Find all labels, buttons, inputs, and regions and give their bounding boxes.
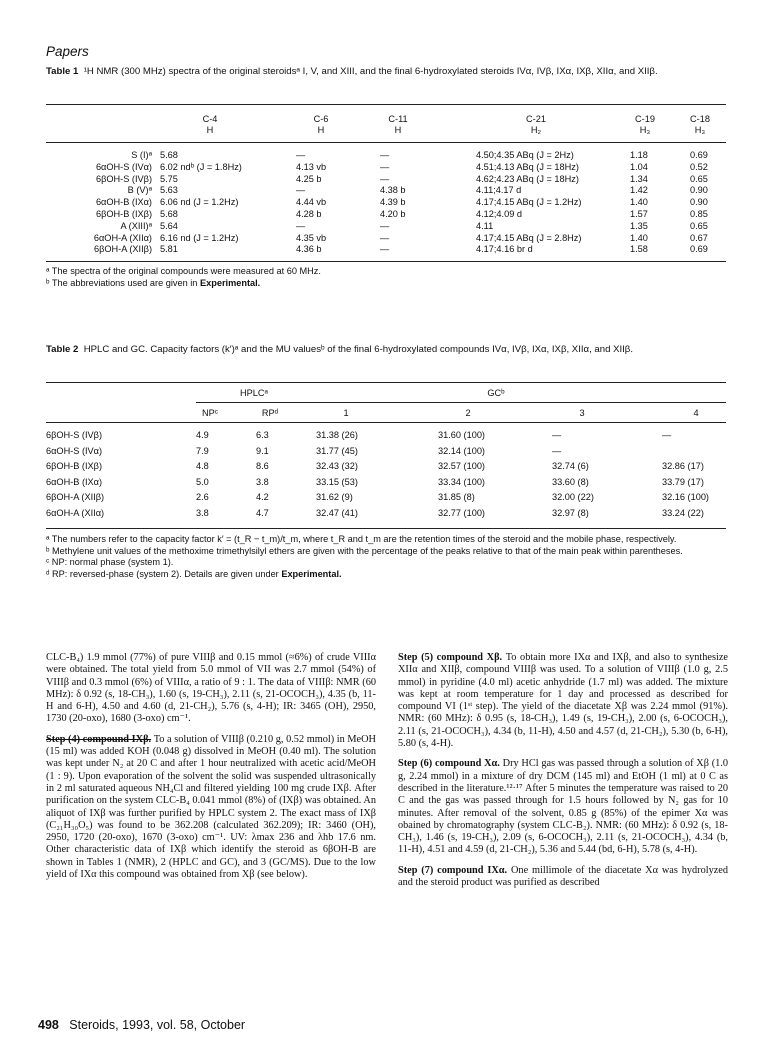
step4-text: To a solution of VIIIβ (0.210 g, 0.52 mmol) in MeOH (15 ml) was added KOH (0.048 g) dissolved in MeOH (0.40 ml). The solution was kept under N₂ at 20 C and after 1 hour neutralized with acetic acid/MeOH (1 : 9). Upon evaporation of the solvent the solid was suspended ultrasonically in 2 ml saturated aqueous NH₄Cl and filtered yielding 100 mg crude IXβ. After purification on the system CLC-B₄ 0.041 mmol (8%) of (IXβ) was obtained. An aliquot of IXβ was further purified by HPLC system 2. The exact mass of IXβ (C₂₁H₃₀O₅) was found to be 362.208 (calculated 362.209); IR: 3460 (OH), 2950, 1720 (20-oxo), 1670 (3-oxo) cm⁻¹. UV: λmax 236 and λhb 17.6 nm. Other characteristic data of IXβ which identify the steroid as 6βOH-B are shown in Tables 1 (NMR), 2 (HPLC and GC), and 3 (GC/MS). Due to the low yield of IXα this compound was obtained from Xβ (see below). xyxy=(46,733,376,881)
table2-cell-gc1: 32.43 (32) xyxy=(316,461,358,471)
header-top: C-21 xyxy=(526,114,546,124)
table1-caption xyxy=(46,66,726,78)
table2-bottom-rule xyxy=(46,528,726,529)
table2-cell-gc1: 31.62 (9) xyxy=(316,492,353,502)
table2-cell-gc2: 32.57 (100) xyxy=(438,461,485,471)
table2-cell-gc4: 32.16 (100) xyxy=(662,492,709,502)
step6-paragraph xyxy=(398,758,728,856)
table1-cell-c11: — xyxy=(380,150,390,160)
header-sub: H₂ xyxy=(530,125,542,135)
header-sub: H xyxy=(206,125,214,135)
table1-header-c4 xyxy=(160,114,260,136)
table1-row-label: B (V)ᵃ xyxy=(127,185,152,196)
table1-cell-c19: 1.04 xyxy=(630,161,648,172)
table1-row-label: 6βOH-B (IXβ) xyxy=(96,209,152,219)
table2-cell-gc1: 31.77 (45) xyxy=(316,445,358,456)
table2-cell-rp: 8.6 xyxy=(256,461,269,471)
table1-header-c19 xyxy=(620,114,670,136)
table1-cell-c6: 4.35 vb xyxy=(296,232,327,243)
table1-cell-c21: 4.17;4.15 ABq (J = 2.8Hz) xyxy=(476,232,582,243)
table2-cell-gc3: 32.97 (8) xyxy=(552,507,589,518)
table2-label: Table 2 xyxy=(46,344,79,355)
table2-cell-gc4: 33.79 (17) xyxy=(662,476,704,487)
table1-cell-c19: 1.57 xyxy=(630,209,648,219)
table2-cell-gc3: — xyxy=(552,430,562,440)
table1-row-label: 6αOH-B (IXα) xyxy=(95,197,152,208)
table2-row-label: 6αOH-S (IVα) xyxy=(46,445,103,456)
table2-footnote-c: ᶜ NP: normal phase (system 1). xyxy=(46,557,174,567)
table2-cell-gc3: — xyxy=(552,445,562,456)
table2-cell-gc2: 33.34 (100) xyxy=(438,476,485,487)
step4-paragraph xyxy=(46,734,376,882)
table1-cell-c18: 0.90 xyxy=(690,197,708,208)
table1-cell-c19: 1.35 xyxy=(630,220,648,231)
table1-cell-c4: 6.16 nd (J = 1.2Hz) xyxy=(160,232,239,243)
table2-cell-rp: 4.2 xyxy=(256,492,269,502)
table1-cell-c18: 0.52 xyxy=(690,161,708,172)
footnote-text: ᵈ RP: reversed-phase (system 2). Details are given under xyxy=(46,568,279,579)
table2-cell-gc2: 31.60 (100) xyxy=(438,430,485,440)
step7-text: One millimole of the diacetate Xα was hydrolyzed and the steroid product was purified as described xyxy=(398,864,728,889)
table1-cell-c19: 1.40 xyxy=(630,197,648,208)
table2-cell-np: 2.6 xyxy=(196,492,209,502)
table1-cell-c21: 4.17;4.16 br d xyxy=(476,244,533,255)
experimental-ref: Experimental. xyxy=(199,277,261,288)
table2-cell-np: 4.9 xyxy=(196,430,209,440)
table1-footnotes xyxy=(46,266,726,289)
right-column xyxy=(398,652,728,1012)
table1-cell-c6: — xyxy=(296,150,306,160)
table1-cell-c6: 4.36 b xyxy=(296,244,322,255)
table2-cell-gc2: 31.85 (8) xyxy=(438,492,475,502)
table2-cell-gc3: 32.00 (22) xyxy=(552,492,594,502)
left-column xyxy=(46,652,376,1012)
header-top: C-18 xyxy=(690,114,710,124)
table1-cell-c19: 1.40 xyxy=(630,232,648,243)
table2-cell-rp: 4.7 xyxy=(256,507,269,518)
table1-top-rule xyxy=(46,104,726,105)
table1-cell-c11: — xyxy=(380,232,390,243)
table2-subheader-gc3: 3 xyxy=(579,408,585,418)
header-sub: H xyxy=(317,125,325,135)
table2-row-label: 6βOH-B (IXβ) xyxy=(46,461,102,471)
table2-subheader-rp: RPᵈ xyxy=(261,408,279,418)
experimental-ref: Experimental. xyxy=(281,568,342,579)
table2-cell-rp: 3.8 xyxy=(256,476,269,487)
table1-header-c6 xyxy=(276,114,366,136)
table1-row-label: 6αOH-A (XIIα) xyxy=(93,232,152,243)
header-top: C-4 xyxy=(202,114,218,124)
table1-cell-c4: 5.63 xyxy=(160,185,178,196)
table1-cell-c4: 5.75 xyxy=(160,173,178,184)
table2-footnotes xyxy=(46,534,726,610)
paragraph-continued: CLC-B₄) 1.9 mmol (77%) of pure VIIIβ and 0.15 mmol (≈6%) of crude VIIIα were obtained. The total yield from 5.0 mmol of VII was 2.7 mmol (54%) of VIIIβ and 0.3 mmol (6%) of VIIIα, a ratio of 9 : 1. The data of VIIIβ: NMR (60 MHz): δ 0.92 (s, 18-CH₃), 1.60 (s, 19-CH₃), 2.11 (s, 21-OCOCH₃), 4.35 (b, 11-H and 6-H), 4.50 and 4.60 (d, 21-CH₂), 5.76 (s, 4-H); IR: 3465 (OH), 2950, 1730 (20-oxo), 1680 (3-oxo) cm⁻¹. xyxy=(46,652,376,725)
table2-cell-gc4: 32.86 (17) xyxy=(662,461,704,471)
table1-cell-c19: 1.18 xyxy=(630,150,648,160)
table1-header-c18 xyxy=(672,114,728,136)
table1-cell-c21: 4.62;4.23 ABq (J = 18Hz) xyxy=(476,173,579,184)
table1-header-c21 xyxy=(476,114,596,136)
journal-citation: Steroids, 1993, vol. 58, October xyxy=(69,1018,246,1032)
table2-subheader-gc1: 1 xyxy=(343,408,349,418)
table2-cell-gc1: 32.47 (41) xyxy=(316,507,358,518)
table1-cell-c6: 4.28 b xyxy=(296,209,322,219)
table1-cell-c18: 0.85 xyxy=(690,209,708,219)
table2-cell-rp: 9.1 xyxy=(256,445,269,456)
header-sub: H xyxy=(394,125,402,135)
header-top: C-11 xyxy=(388,114,408,124)
table1-cell-c6: 4.44 vb xyxy=(296,197,327,208)
table1-cell-c11: 4.38 b xyxy=(380,185,406,196)
table2-cell-gc4: — xyxy=(662,430,672,440)
table1-cell-c18: 0.67 xyxy=(690,232,708,243)
table2-group-hplc: HPLCᵃ xyxy=(240,388,268,398)
table2-row-label: 6βOH-A (XIIβ) xyxy=(46,492,105,502)
table2-subheader-gc4: 4 xyxy=(693,408,699,418)
table1-cell-c11: — xyxy=(380,161,390,172)
table2-footnote-d xyxy=(46,569,726,581)
table1-cell-c21: 4.12;4.09 d xyxy=(476,209,522,219)
table1-row-label: A (XIII)ᵃ xyxy=(120,220,152,231)
table1-cell-c4: 5.64 xyxy=(160,220,178,231)
table2-group-gc: GCᵇ xyxy=(487,388,505,398)
table2-subheader-np: NPᶜ xyxy=(201,408,218,418)
table2-row-label: 6βOH-S (IVβ) xyxy=(46,430,102,440)
header-sub: H₃ xyxy=(639,125,651,135)
table2-cell-gc2: 32.77 (100) xyxy=(438,507,485,518)
table1-cell-c11: 4.20 b xyxy=(380,209,406,219)
table1-row-label: S (I)ᵃ xyxy=(131,150,152,160)
step7-heading: Step (7) compound IXα. xyxy=(398,864,508,876)
table1-bottom-rule xyxy=(46,261,726,262)
table1-cell-c4: 5.81 xyxy=(160,244,178,255)
table1-cell-c6: 4.13 vb xyxy=(296,161,327,172)
table1-cell-c4: 5.68 xyxy=(160,150,178,160)
table1-row-label: 6αOH-S (IVα) xyxy=(95,161,152,172)
table2-cell-np: 3.8 xyxy=(196,507,209,518)
table1-cell-c19: 1.58 xyxy=(630,244,648,255)
table2-caption xyxy=(46,344,726,356)
table1-cell-c19: 1.34 xyxy=(630,173,648,184)
table1-caption-text: ¹H NMR (300 MHz) spectra of the original steroidsᵃ I, V, and XIII, and the final 6-hydroxylated steroids IVα, IVβ, IXα, IXβ, XIIα, and XIIβ. xyxy=(83,66,658,77)
header-sub: H₃ xyxy=(694,125,706,135)
table1-cell-c6: — xyxy=(296,185,306,196)
table2-hplc-rule xyxy=(196,402,312,403)
step7-paragraph xyxy=(398,865,728,890)
table1-row-label: 6βOH-A (XIIβ) xyxy=(93,244,152,255)
table1-cell-c18: 0.90 xyxy=(690,185,708,196)
table1-cell-c21: 4.11;4.17 d xyxy=(476,185,522,196)
table1-cell-c21: 4.50;4.35 ABq (J = 2Hz) xyxy=(476,150,574,160)
table2-cell-gc1: 33.15 (53) xyxy=(316,476,358,487)
table2-cell-np: 5.0 xyxy=(196,476,209,487)
table2-row-label: 6αOH-A (XIIα) xyxy=(46,507,105,518)
table1-cell-c11: 4.39 b xyxy=(380,197,406,208)
step4-heading: Step (4) compound IXβ. xyxy=(46,733,152,745)
table2-cell-gc1: 31.38 (26) xyxy=(316,430,358,440)
table2-caption-text: HPLC and GC. Capacity factors (k′)ᵃ and the MU valuesᵇ of the final 6-hydroxylated compounds IVα, IVβ, IXα, IXβ, XIIα, and XIIβ. xyxy=(83,344,633,355)
table2-footnote-b: ᵇ Methylene unit values of the methoxime trimethylsilyl ethers are given with the percentage of the peaks relative to that of the main peak within parentheses. xyxy=(46,545,683,556)
table1-cell-c11: — xyxy=(380,220,390,231)
step5-text: To obtain more IXα and IXβ, and also to synthesize XIIα and XIIβ, compound VIIIβ was used. To a solution of VIIIβ (1.0 g, 2.5 mmol) in pyridine (4.0 ml) acetic anhydride (1.7 ml) was added. The mixture was kept at room temperature for 1 day and processed as described for compound VI (1ˢᵗ step). The yield of the diacetate Xβ was 2.24 mmol (91%). NMR: (60 MHz): δ 0.95 (s, 18-CH₃), 1.49 (s, 19-CH₃), 2.00 (s, 6-OCOCH₃), 2.11 (s, 21-OCOCH₃), 4.34 (b, 11-H), 4.50 and 4.57 (d, 21-CH₂), 5.30 (b, 6-H), 5.80 (s, 4-H). xyxy=(398,652,728,750)
section-label: Papers xyxy=(46,44,89,59)
table2-cell-gc3: 32.74 (6) xyxy=(552,461,589,471)
table1-cell-c19: 1.42 xyxy=(630,185,648,196)
table2-header-rule xyxy=(46,422,726,423)
table1-header-rule xyxy=(46,142,726,143)
footnote-text: ᵇ The abbreviations used are given in xyxy=(46,277,198,288)
table2-row-label: 6αOH-B (IXα) xyxy=(46,476,103,487)
table1-cell-c4: 5.68 xyxy=(160,209,178,219)
step6-text: Dry HCl gas was passed through a solution of Xβ (1.0 g, 2.24 mmol) in a mixture of dry DCM (145 ml) and EtOH (1 ml) at 0 C as described in the literature.¹²·¹⁷ After 5 minutes the temperature was raised to 20 C and the gas was passed through for 1.5 hours followed by N₂ gas for 10 minutes. After removal of the solvent, 0.85 g (85%) of the epimer Xα was obained by chromatography (system CLC-B₂). NMR: (60 MHz): δ 0.92 (s, 18-CH₃), 1.46 (s, 19-CH₃), 2.09 (s, 6-OCOCH₃), 2.11 (s, 21-OCOCH₃), 4.34 (b, 11-H), 4.51 and 4.59 (d, 21-CH₂), 5.36 and 5.44 (bd, 6-H), 5.78 (s, 4-H). xyxy=(398,758,728,856)
table1-cell-c6: — xyxy=(296,220,306,231)
table2-cell-gc3: 33.60 (8) xyxy=(552,476,589,487)
table1-footnote-a: ᵃ The spectra of the original compounds were measured at 60 MHz. xyxy=(46,266,321,276)
table1-label: Table 1 xyxy=(46,66,79,77)
table1-cell-c18: 0.65 xyxy=(690,220,708,231)
table1-cell-c21: 4.11 xyxy=(476,220,494,231)
header-top: C-19 xyxy=(635,114,655,124)
page-number: 498 xyxy=(38,1018,59,1032)
header-top: C-6 xyxy=(313,114,329,124)
step6-heading: Step (6) compound Xα. xyxy=(398,758,500,770)
table2-cell-np: 7.9 xyxy=(196,445,209,456)
table1-footnote-b xyxy=(46,278,726,290)
step5-paragraph xyxy=(398,652,728,750)
table1-cell-c6: 4.25 b xyxy=(296,173,322,184)
table2-top-rule xyxy=(46,382,726,383)
table1-cell-c11: — xyxy=(380,173,390,184)
table1-row-label: 6βOH-S (IVβ) xyxy=(96,173,152,184)
table2-cell-gc4: 33.24 (22) xyxy=(662,507,704,518)
table2-cell-gc2: 32.14 (100) xyxy=(438,445,485,456)
table1-cell-c4: 6.02 ndᵇ (J = 1.8Hz) xyxy=(160,161,242,172)
table1-cell-c18: 0.69 xyxy=(690,244,708,255)
page-footer xyxy=(38,1018,245,1032)
table2-gc-rule xyxy=(312,402,726,403)
table2-cell-np: 4.8 xyxy=(196,461,209,471)
table1-cell-c21: 4.51;4.13 ABq (J = 18Hz) xyxy=(476,161,579,172)
table2-cell-rp: 6.3 xyxy=(256,430,269,440)
table1-cell-c21: 4.17;4.15 ABq (J = 1.2Hz) xyxy=(476,197,582,208)
table1-cell-c18: 0.65 xyxy=(690,173,708,184)
step5-heading: Step (5) compound Xβ. xyxy=(398,652,503,663)
table2-subheader-gc2: 2 xyxy=(465,408,471,418)
table2-footnote-a: ᵃ The numbers refer to the capacity factor k′ = (t_R − t_m)/t_m, where t_R and t_m are the retention times of the steroid and the mobile phase, respectively. xyxy=(46,534,677,544)
table1-cell-c4: 6.06 nd (J = 1.2Hz) xyxy=(160,197,239,208)
table1-cell-c11: — xyxy=(380,244,390,255)
table1-cell-c18: 0.69 xyxy=(690,150,708,160)
table1-header-c11 xyxy=(368,114,428,136)
